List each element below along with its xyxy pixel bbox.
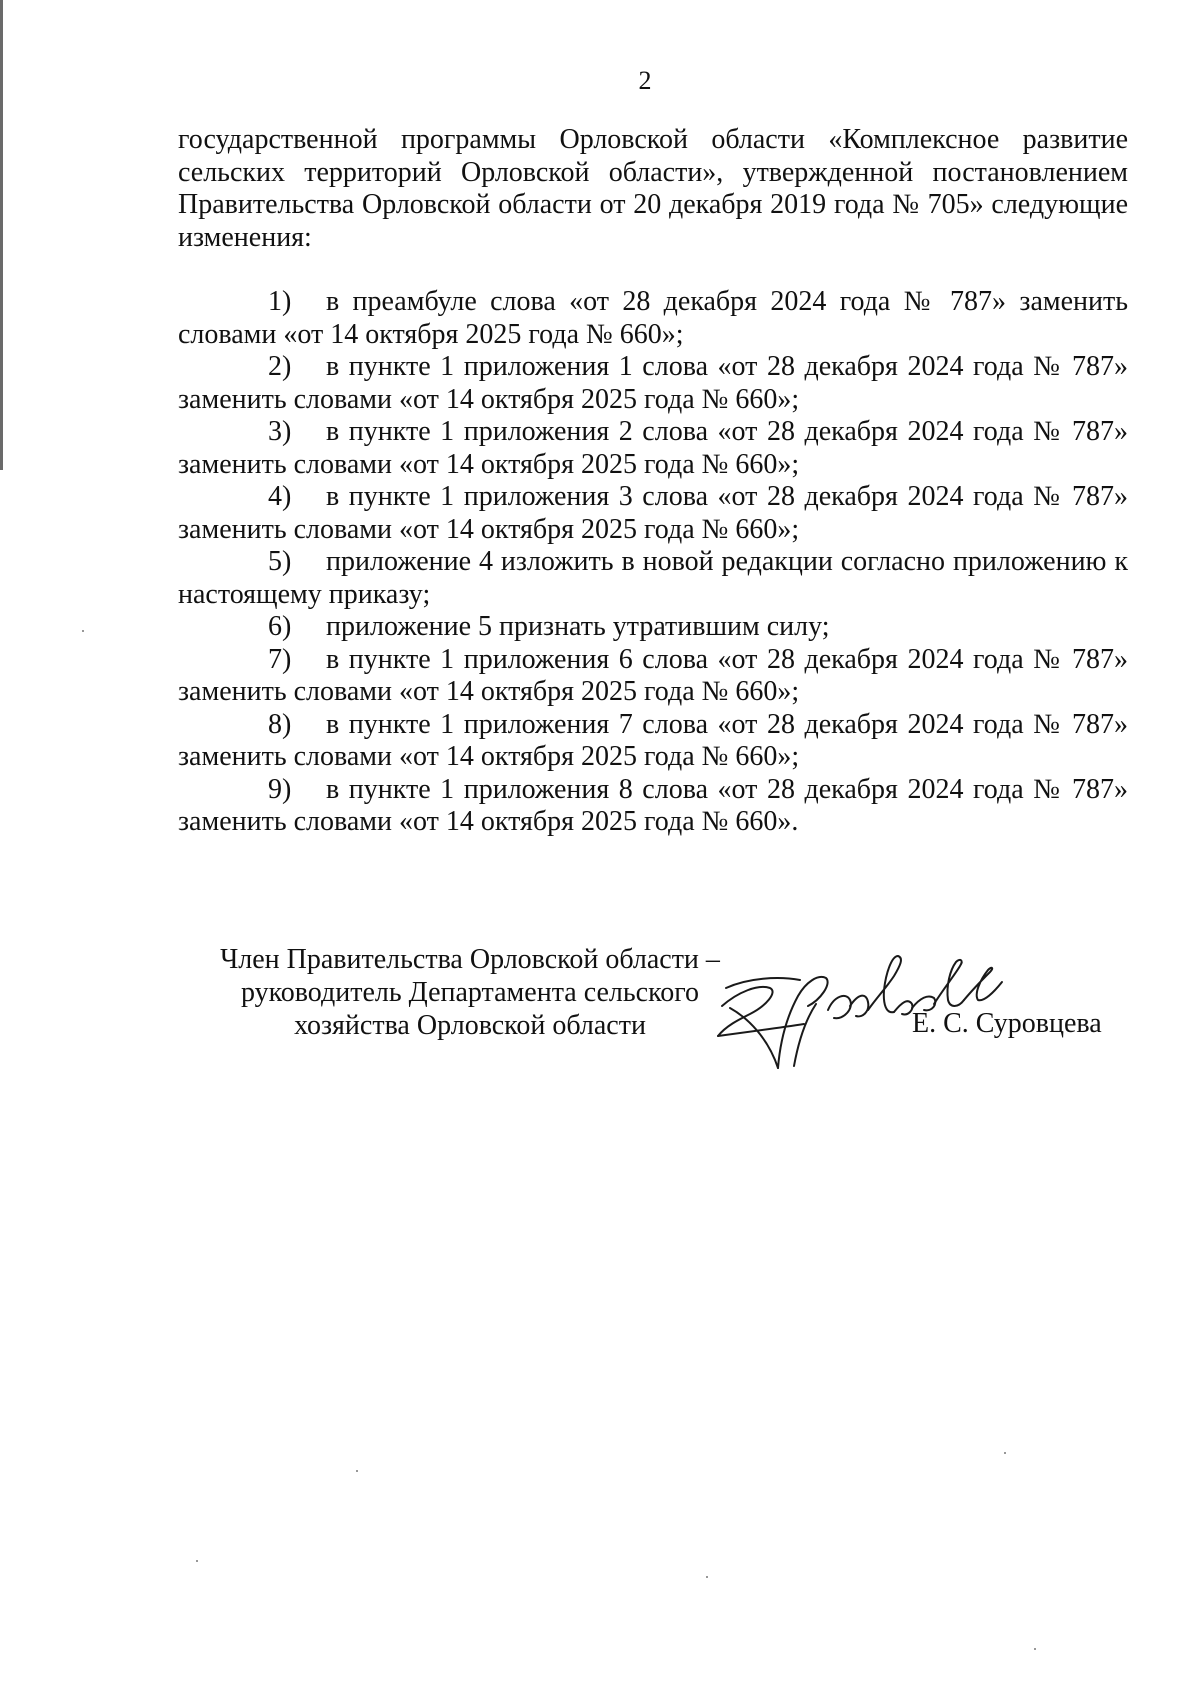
list-item [178, 416, 1128, 481]
item-text: в пункте 1 приложения 1 слова «от 28 декабря 2024 года № 787» заменить словами «от 14 октября 2025 года № 660»; [178, 351, 1128, 415]
item-number: 2) [268, 351, 292, 382]
position-line: Член Правительства Орловской области – [220, 944, 720, 975]
signatory-position [200, 943, 740, 1042]
item-text: в пункте 1 приложения 7 слова «от 28 декабря 2024 года № 787» заменить словами «от 14 октября 2025 года № 660»; [178, 708, 1128, 772]
list-item [178, 774, 1128, 839]
list-item [178, 286, 1128, 351]
list-item [178, 351, 1128, 416]
item-text: в пункте 1 приложения 8 слова «от 28 декабря 2024 года № 787» заменить словами «от 14 октября 2025 года № 660». [178, 773, 1128, 837]
scan-speck [356, 1470, 358, 1472]
document-body [178, 124, 1128, 839]
item-text: приложение 5 признать утратившим силу; [326, 611, 830, 642]
item-number: 8) [268, 708, 292, 740]
item-text: в пункте 1 приложения 6 слова «от 28 декабря 2024 года № 787» заменить словами «от 14 октября 2025 года № 660»; [178, 643, 1128, 707]
item-text: в преамбуле слова «от 28 декабря 2024 года № 787» заменить словами «от 14 октября 2025 года № 660»; [178, 286, 1128, 350]
scan-speck [706, 1576, 708, 1578]
page-number: 2 [638, 66, 652, 95]
list-item [178, 546, 1128, 611]
item-number: 6) [268, 611, 292, 642]
item-text: в пункте 1 приложения 2 слова «от 28 декабря 2024 года № 787» заменить словами «от 14 октября 2025 года № 660»; [178, 416, 1128, 480]
list-item [178, 709, 1128, 774]
item-number: 9) [268, 773, 292, 805]
intro-paragraph: государственной программы Орловской области «Комплексное развитие сельских территорий Орловской области», утвержденной постановлением Правительства Орловской области от 20 декабря 2019 года № 705» следующие изменения: [178, 124, 1128, 253]
item-number: 3) [268, 416, 292, 447]
scan-speck [82, 630, 84, 632]
item-text: приложение 4 изложить в новой редакции согласно приложению к настоящему приказу; [178, 546, 1128, 610]
signatory-name: Е. С. Суровцева [912, 1008, 1102, 1039]
item-number: 5) [268, 546, 292, 577]
list-item [178, 644, 1128, 709]
position-line: хозяйства Орловской области [294, 1010, 646, 1041]
position-line: руководитель Департамента сельского [240, 977, 700, 1008]
item-number: 7) [268, 643, 292, 675]
scan-speck [1004, 1452, 1006, 1454]
scan-speck [1034, 1648, 1036, 1650]
item-number: 4) [268, 481, 292, 512]
item-text: в пункте 1 приложения 3 слова «от 28 декабря 2024 года № 787» заменить словами «от 14 октября 2025 года № 660»; [178, 481, 1128, 545]
item-number: 1) [268, 286, 292, 317]
list-item [178, 481, 1128, 546]
scan-speck [196, 1560, 198, 1562]
list-item [178, 611, 1128, 644]
